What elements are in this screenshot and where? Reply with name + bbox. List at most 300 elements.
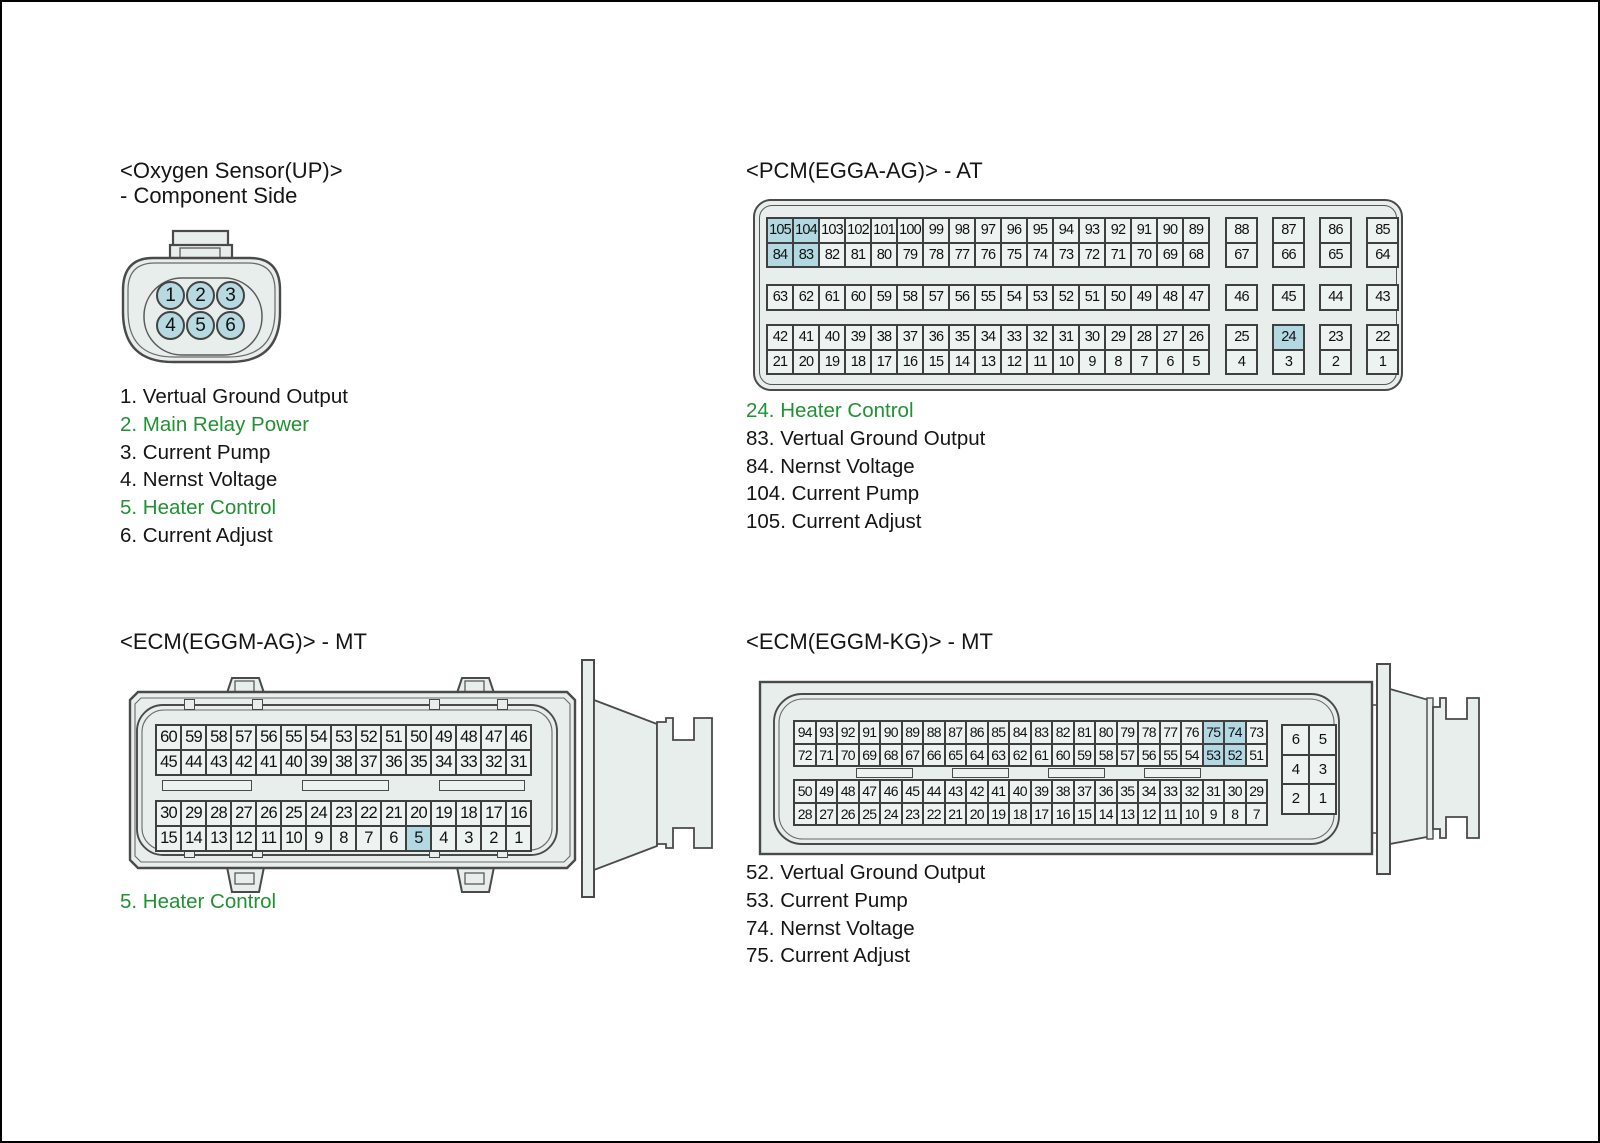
pin-88: 88 [924, 722, 944, 743]
pin-49: 49 [817, 781, 837, 802]
pin-86: 86 [967, 722, 987, 743]
legend-item: 5. Heater Control [120, 890, 277, 913]
pin-65: 65 [1321, 244, 1350, 267]
pin-53: 53 [1028, 286, 1052, 309]
pin-64: 64 [1368, 244, 1397, 267]
pin-21: 21 [768, 351, 792, 374]
legend-item: 6. Current Adjust [120, 523, 273, 547]
connector-tab [227, 678, 264, 693]
pin-26: 26 [1184, 326, 1208, 349]
pin-38: 38 [332, 751, 355, 774]
pin-5: 5 [407, 827, 430, 850]
pin-13: 13 [207, 827, 230, 850]
pin-35: 35 [407, 751, 430, 774]
pin-29: 29 [1106, 326, 1130, 349]
pin-15: 15 [157, 827, 180, 850]
pin-12: 12 [1139, 804, 1159, 825]
pin-76: 76 [976, 244, 1000, 267]
pin-37: 37 [1075, 781, 1095, 802]
pin-62: 62 [794, 286, 818, 309]
pin-91: 91 [860, 722, 880, 743]
pin-88: 88 [1227, 219, 1256, 242]
guide-slot [1048, 768, 1105, 778]
pin-45: 45 [1274, 286, 1303, 309]
pin-37: 37 [357, 751, 380, 774]
pin-68: 68 [881, 745, 901, 766]
pin-8: 8 [1225, 804, 1245, 825]
pin-20: 20 [967, 804, 987, 825]
pin-9: 9 [1080, 351, 1104, 374]
pin-63: 63 [989, 745, 1009, 766]
guide-slot [1144, 768, 1201, 778]
pin-78: 78 [924, 244, 948, 267]
pin-52: 52 [1054, 286, 1078, 309]
connector-tab [457, 678, 494, 693]
pcm-grid-side-44 [1319, 284, 1352, 311]
pin-48: 48 [838, 781, 858, 802]
pin-1: 1 [1310, 785, 1335, 813]
pin-10: 10 [1054, 351, 1078, 374]
pcm-title-text: <PCM(EGGA-AG)> - AT [746, 158, 983, 183]
pin-16: 16 [898, 351, 922, 374]
pin-4: 4 [432, 827, 455, 850]
pin-12: 12 [1002, 351, 1026, 374]
pin-45: 45 [903, 781, 923, 802]
pin-92: 92 [1106, 219, 1130, 242]
ecm-ag-grid-bottom [155, 800, 532, 852]
pin-100: 100 [898, 219, 922, 242]
pin-75: 75 [1002, 244, 1026, 267]
pin-20: 20 [794, 351, 818, 374]
pin-51: 51 [1247, 745, 1267, 766]
pin-66: 66 [1274, 244, 1303, 267]
pin-105: 105 [768, 219, 792, 242]
pcm-pin-row-top [766, 217, 1399, 268]
pin-1: 1 [507, 827, 530, 850]
pin-2: 2 [482, 827, 505, 850]
pin-59: 59 [872, 286, 896, 309]
pin-51: 51 [1080, 286, 1104, 309]
pin-59: 59 [1075, 745, 1095, 766]
pin-58: 58 [207, 726, 230, 749]
pin-32: 32 [482, 751, 505, 774]
pin-73: 73 [1054, 244, 1078, 267]
pin-83: 83 [1032, 722, 1052, 743]
pin-34: 34 [1139, 781, 1159, 802]
pin-82: 82 [820, 244, 844, 267]
pin-34: 34 [976, 326, 1000, 349]
pin-92: 92 [838, 722, 858, 743]
pin-30: 30 [157, 802, 180, 825]
ecm-kg-grid-top [793, 720, 1268, 767]
legend-item: 1. Vertual Ground Output [120, 385, 348, 408]
pin-38: 38 [872, 326, 896, 349]
pin-17: 17 [1032, 804, 1052, 825]
pin-47: 47 [482, 726, 505, 749]
pin-15: 15 [1075, 804, 1095, 825]
pin-67: 67 [903, 745, 923, 766]
pin-34: 34 [432, 751, 455, 774]
pin-66: 66 [924, 745, 944, 766]
pin-37: 37 [898, 326, 922, 349]
pin-38: 38 [1053, 781, 1073, 802]
pin-65: 65 [946, 745, 966, 766]
guide-slot [439, 780, 525, 791]
pin-28: 28 [207, 802, 230, 825]
pin-42: 42 [232, 751, 255, 774]
pin-9: 9 [307, 827, 330, 850]
legend-item: 24. Heater Control [746, 399, 914, 422]
pcm-grid-side-88-67 [1225, 217, 1258, 268]
pin-52: 52 [1225, 745, 1245, 766]
pcm-grid-main-middle [766, 284, 1210, 311]
pin-72: 72 [1080, 244, 1104, 267]
pin-16: 16 [507, 802, 530, 825]
pin-44: 44 [182, 751, 205, 774]
pin-90: 90 [881, 722, 901, 743]
pin-58: 58 [1096, 745, 1116, 766]
pin-17: 17 [872, 351, 896, 374]
ecm-ag-connector-drawing [120, 647, 720, 907]
pin-56: 56 [257, 726, 280, 749]
pin-36: 36 [382, 751, 405, 774]
pin-43: 43 [1368, 286, 1397, 309]
pin-42: 42 [967, 781, 987, 802]
legend-item: 5. Heater Control [120, 496, 277, 520]
pin-22: 22 [924, 804, 944, 825]
pin-54: 54 [1182, 745, 1202, 766]
pin-86: 86 [1321, 219, 1350, 242]
pin-30: 30 [1225, 781, 1245, 802]
legend-item: 84. Nernst Voltage [746, 454, 915, 478]
alignment-notch [184, 699, 195, 710]
pin-81: 81 [846, 244, 870, 267]
pin-18: 18 [846, 351, 870, 374]
pin-101: 101 [872, 219, 896, 242]
oxygen-title-line-1: <Oxygen Sensor(UP)> [120, 158, 343, 183]
pin-40: 40 [820, 326, 844, 349]
pin-93: 93 [1080, 219, 1104, 242]
pin-53: 53 [1204, 745, 1224, 766]
connector-boot [657, 718, 712, 848]
pcm-grid-main-top [766, 217, 1210, 268]
pin-45: 45 [157, 751, 180, 774]
pin-31: 31 [507, 751, 530, 774]
ecm-kg-grid-side [1281, 724, 1337, 815]
pin-44: 44 [1321, 286, 1350, 309]
oxygen-title-line-2: - Component Side [120, 182, 298, 208]
pin-71: 71 [1106, 244, 1130, 267]
alignment-notch [497, 699, 508, 710]
pin-6: 6 [1158, 351, 1182, 374]
pin-6: 6 [382, 827, 405, 850]
pin-82: 82 [1053, 722, 1073, 743]
pin-77: 77 [950, 244, 974, 267]
pin-39: 39 [1032, 781, 1052, 802]
pin-52: 52 [357, 726, 380, 749]
legend-item: 83. Vertual Ground Output [746, 426, 986, 450]
pin-73: 73 [1247, 722, 1267, 743]
pin-3: 3 [1274, 351, 1303, 374]
pin-43: 43 [946, 781, 966, 802]
connector-taper [594, 700, 657, 870]
pin-98: 98 [950, 219, 974, 242]
pin-97: 97 [976, 219, 1000, 242]
pin-103: 103 [820, 219, 844, 242]
pin-6: 6 [216, 311, 245, 340]
pin-61: 61 [1032, 745, 1052, 766]
pin-23: 23 [1321, 326, 1350, 349]
pin-69: 69 [860, 745, 880, 766]
connector-taper [1390, 689, 1432, 844]
pin-57: 57 [232, 726, 255, 749]
legend-item: 105. Current Adjust [746, 510, 922, 534]
pin-79: 79 [1118, 722, 1138, 743]
pin-5: 5 [186, 311, 215, 340]
pin-9: 9 [1204, 804, 1224, 825]
pin-25: 25 [1227, 326, 1256, 349]
pin-8: 8 [332, 827, 355, 850]
pin-102: 102 [846, 219, 870, 242]
pin-70: 70 [838, 745, 858, 766]
pin-10: 10 [282, 827, 305, 850]
pin-95: 95 [1028, 219, 1052, 242]
pin-3: 3 [1310, 756, 1335, 784]
pin-76: 76 [1182, 722, 1202, 743]
pin-55: 55 [282, 726, 305, 749]
pin-47: 47 [860, 781, 880, 802]
pin-27: 27 [1158, 326, 1182, 349]
pin-79: 79 [898, 244, 922, 267]
pcm-grid-side-45 [1272, 284, 1305, 311]
connector-tab-top [173, 231, 228, 246]
pin-50: 50 [1106, 286, 1130, 309]
ecm-ag-title-text: <ECM(EGGM-AG)> - MT [120, 629, 367, 654]
pin-29: 29 [1247, 781, 1267, 802]
connector-flange [1377, 664, 1390, 874]
legend-item: 4. Nernst Voltage [120, 468, 278, 492]
pcm-connector-box [753, 199, 1403, 391]
ecm-kg-legend [746, 859, 985, 970]
guide-slot [302, 780, 389, 791]
alignment-notch [252, 699, 263, 710]
pin-5: 5 [1310, 726, 1335, 754]
pin-61: 61 [820, 286, 844, 309]
connector-flange [582, 660, 594, 897]
pin-41: 41 [794, 326, 818, 349]
pcm-grid-side-85-64 [1366, 217, 1399, 268]
pcm-grid-side-25-4 [1225, 324, 1258, 375]
pin-23: 23 [332, 802, 355, 825]
pin-46: 46 [507, 726, 530, 749]
pin-62: 62 [1010, 745, 1030, 766]
pcm-grid-side-43 [1366, 284, 1399, 311]
legend-item: 74. Nernst Voltage [746, 916, 915, 940]
pin-17: 17 [482, 802, 505, 825]
pin-51: 51 [382, 726, 405, 749]
pin-13: 13 [1118, 804, 1138, 825]
legend-item: 2. Main Relay Power [120, 412, 310, 436]
pin-40: 40 [1010, 781, 1030, 802]
pin-48: 48 [457, 726, 480, 749]
pcm-section-title [746, 159, 983, 184]
pin-2: 2 [1321, 351, 1350, 374]
pin-43: 43 [207, 751, 230, 774]
pin-70: 70 [1132, 244, 1156, 267]
pin-26: 26 [257, 802, 280, 825]
pin-46: 46 [1227, 286, 1256, 309]
pin-4: 4 [1283, 756, 1308, 784]
pin-16: 16 [1053, 804, 1073, 825]
legend-item: 75. Current Adjust [746, 944, 911, 968]
pin-31: 31 [1054, 326, 1078, 349]
pin-24: 24 [881, 804, 901, 825]
pin-33: 33 [1161, 781, 1181, 802]
oxygen-legend [120, 383, 348, 550]
pin-68: 68 [1184, 244, 1208, 267]
legend-item: 53. Current Pump [746, 888, 908, 912]
pin-29: 29 [182, 802, 205, 825]
guide-slot [856, 768, 913, 778]
pin-99: 99 [924, 219, 948, 242]
pin-50: 50 [795, 781, 815, 802]
pin-28: 28 [1132, 326, 1156, 349]
pin-93: 93 [817, 722, 837, 743]
pin-8: 8 [1106, 351, 1130, 374]
pin-7: 7 [1247, 804, 1267, 825]
pin-21: 21 [946, 804, 966, 825]
pin-75: 75 [1204, 722, 1224, 743]
pin-85: 85 [989, 722, 1009, 743]
pin-41: 41 [257, 751, 280, 774]
pin-54: 54 [307, 726, 330, 749]
pin-24: 24 [307, 802, 330, 825]
pin-67: 67 [1227, 244, 1256, 267]
pin-31: 31 [1204, 781, 1224, 802]
pcm-grid-side-23-2 [1319, 324, 1352, 375]
pin-71: 71 [817, 745, 837, 766]
pin-53: 53 [332, 726, 355, 749]
pin-57: 57 [924, 286, 948, 309]
pin-44: 44 [924, 781, 944, 802]
pin-54: 54 [1002, 286, 1026, 309]
guide-slot [162, 780, 252, 791]
pin-50: 50 [407, 726, 430, 749]
pcm-legend [746, 397, 985, 536]
pin-22: 22 [1368, 326, 1397, 349]
pin-56: 56 [950, 286, 974, 309]
pin-18: 18 [1010, 804, 1030, 825]
pin-36: 36 [924, 326, 948, 349]
pin-60: 60 [846, 286, 870, 309]
pin-60: 60 [157, 726, 180, 749]
pin-85: 85 [1368, 219, 1397, 242]
pin-19: 19 [989, 804, 1009, 825]
pin-23: 23 [903, 804, 923, 825]
pin-39: 39 [307, 751, 330, 774]
pin-12: 12 [232, 827, 255, 850]
pcm-grid-side-87-66 [1272, 217, 1305, 268]
pin-59: 59 [182, 726, 205, 749]
pin-27: 27 [232, 802, 255, 825]
pcm-grid-side-24-3 [1272, 324, 1305, 375]
pin-18: 18 [457, 802, 480, 825]
pin-84: 84 [1010, 722, 1030, 743]
pin-1: 1 [156, 281, 185, 310]
connector-boot [1433, 698, 1479, 838]
pin-40: 40 [282, 751, 305, 774]
pin-77: 77 [1161, 722, 1181, 743]
pin-25: 25 [860, 804, 880, 825]
guide-slot [952, 768, 1009, 778]
ecm-ag-grid-top [155, 724, 532, 776]
pin-5: 5 [1184, 351, 1208, 374]
pin-57: 57 [1118, 745, 1138, 766]
oxygen-pin-grid [156, 281, 245, 340]
pin-60: 60 [1053, 745, 1073, 766]
pin-30: 30 [1080, 326, 1104, 349]
pin-35: 35 [1118, 781, 1138, 802]
pin-49: 49 [1132, 286, 1156, 309]
pin-6: 6 [1283, 726, 1308, 754]
pin-4: 4 [156, 311, 185, 340]
pcm-pin-row-bottom [766, 324, 1399, 375]
pin-28: 28 [795, 804, 815, 825]
pin-26: 26 [838, 804, 858, 825]
pin-25: 25 [282, 802, 305, 825]
pin-32: 32 [1028, 326, 1052, 349]
pin-80: 80 [872, 244, 896, 267]
pcm-grid-side-86-65 [1319, 217, 1352, 268]
pin-55: 55 [1161, 745, 1181, 766]
pin-14: 14 [950, 351, 974, 374]
pin-2: 2 [186, 281, 215, 310]
legend-item: 104. Current Pump [746, 482, 920, 506]
ecm-ag-legend [120, 888, 276, 916]
legend-item: 3. Current Pump [120, 440, 271, 464]
pin-21: 21 [382, 802, 405, 825]
pin-87: 87 [946, 722, 966, 743]
pin-4: 4 [1227, 351, 1256, 374]
pin-13: 13 [976, 351, 1000, 374]
pin-3: 3 [216, 281, 245, 310]
connector-tab [457, 867, 494, 892]
pin-94: 94 [1054, 219, 1078, 242]
pin-2: 2 [1283, 785, 1308, 813]
pin-83: 83 [794, 244, 818, 267]
pin-14: 14 [1096, 804, 1116, 825]
pin-81: 81 [1075, 722, 1095, 743]
pin-78: 78 [1139, 722, 1159, 743]
pin-7: 7 [1132, 351, 1156, 374]
pcm-grid-side-22-1 [1366, 324, 1399, 375]
pin-10: 10 [1182, 804, 1202, 825]
pin-32: 32 [1182, 781, 1202, 802]
pin-96: 96 [1002, 219, 1026, 242]
ecm-kg-title-text: <ECM(EGGM-KG)> - MT [746, 629, 993, 654]
pin-36: 36 [1096, 781, 1116, 802]
pin-11: 11 [1161, 804, 1181, 825]
pin-11: 11 [1028, 351, 1052, 374]
pcm-grid-side-46 [1225, 284, 1258, 311]
pin-24: 24 [1274, 326, 1303, 349]
pin-49: 49 [432, 726, 455, 749]
pin-14: 14 [182, 827, 205, 850]
pin-74: 74 [1225, 722, 1245, 743]
pin-74: 74 [1028, 244, 1052, 267]
pin-35: 35 [950, 326, 974, 349]
pin-22: 22 [357, 802, 380, 825]
